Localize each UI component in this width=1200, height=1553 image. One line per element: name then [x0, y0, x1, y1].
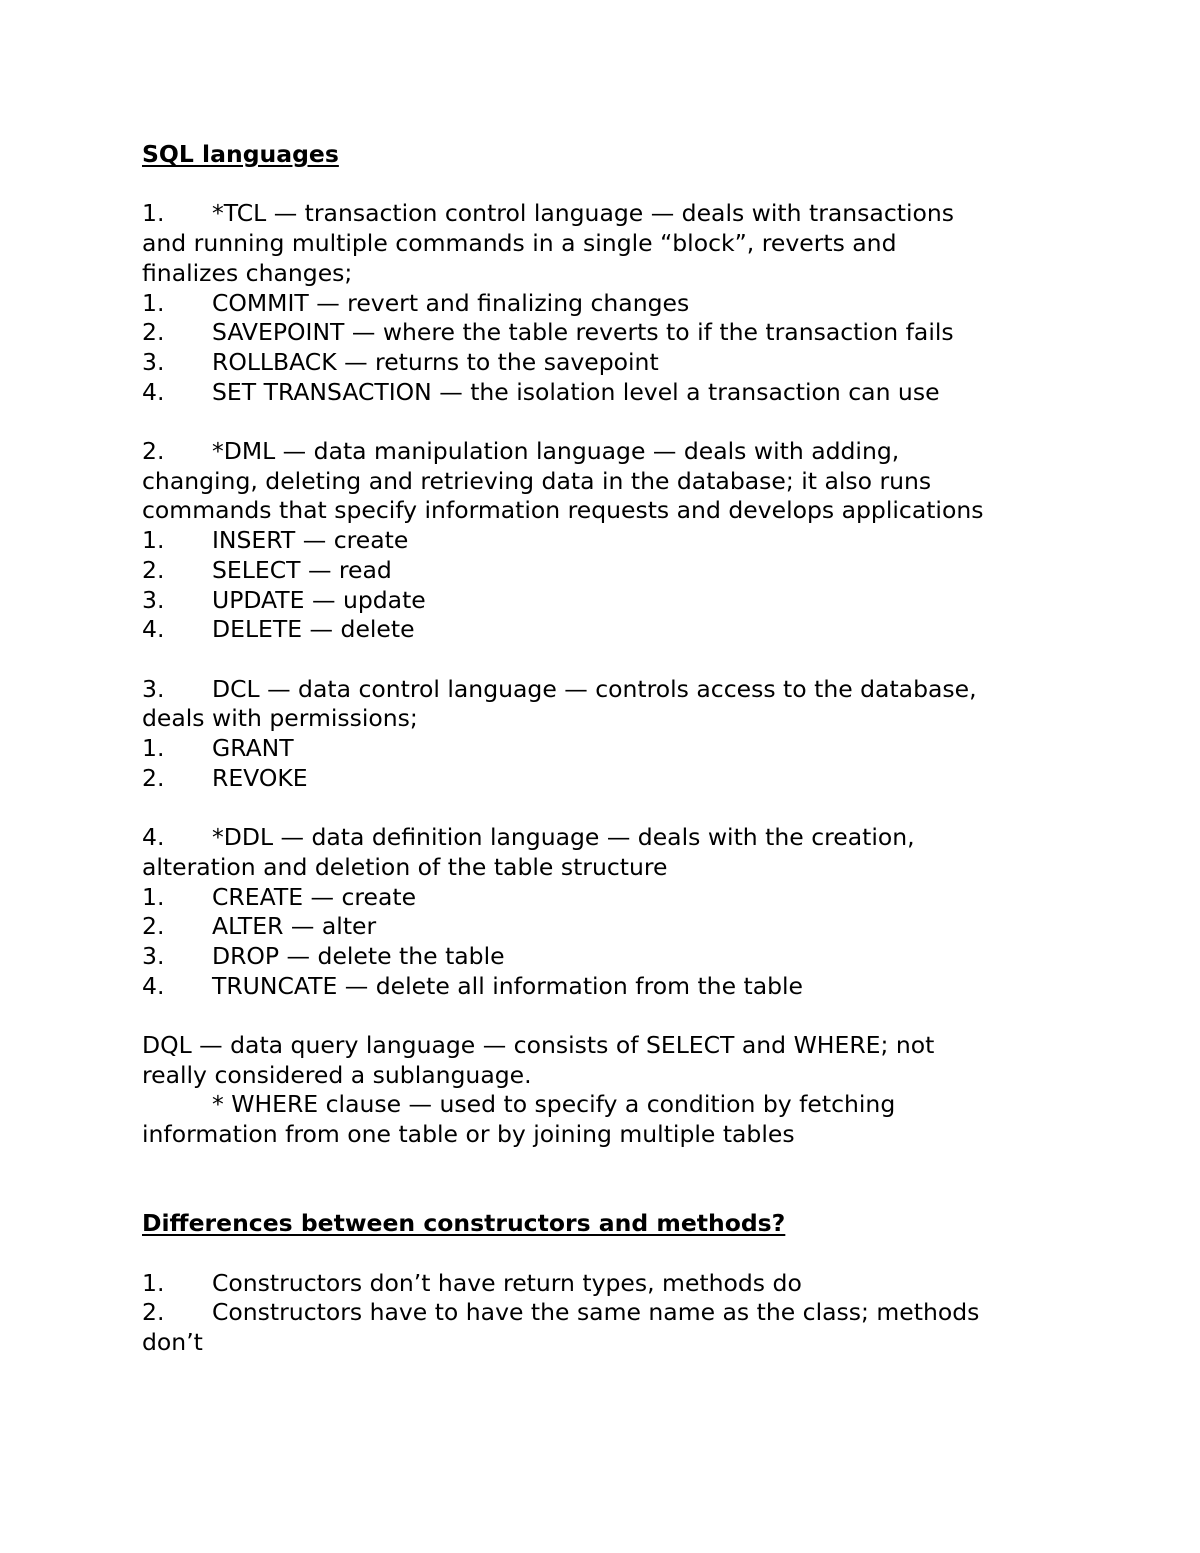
dql-line3: * WHERE clause — used to specify a condition by fetching	[212, 1090, 896, 1119]
list-item: 1. Constructors don’t have return types, methods do	[142, 1268, 802, 1297]
list-item: 4. SET TRANSACTION — the isolation level a transaction can use	[142, 377, 940, 406]
list-item: 1. GRANT	[142, 734, 294, 763]
dql-block	[142, 1031, 1082, 1150]
ddl-heading-line1: 4. *DDL — data definition language — deals with the creation,	[142, 823, 915, 852]
list-item: 4. TRUNCATE — delete all information from the table	[142, 971, 804, 1000]
tcl-heading-line3: finalizes changes;	[142, 258, 353, 287]
dml-block	[142, 437, 1082, 645]
tcl-heading-line2: and running multiple commands in a single “block”, reverts and	[142, 229, 897, 258]
dml-heading-line2: changing, deleting and retrieving data in the database; it also runs	[142, 466, 932, 495]
list-item: 4. DELETE — delete	[142, 615, 415, 644]
list-item: 1. INSERT — create	[142, 526, 409, 555]
list-item: 2. SELECT — read	[142, 555, 392, 584]
dql-line1: DQL — data query language — consists of SELECT and WHERE; not	[142, 1031, 935, 1060]
list-item: 2. SAVEPOINT — where the table reverts to if the transaction fails	[142, 318, 954, 347]
list-item: 1. CREATE — create	[142, 882, 417, 911]
dcl-heading-line2: deals with permissions;	[142, 704, 418, 733]
dql-line4: information from one table or by joining multiple tables	[142, 1120, 795, 1149]
section-title-constructors: Differences between constructors and methods?	[142, 1209, 786, 1238]
ddl-block	[142, 823, 1082, 1001]
dql-line2: really considered a sublanguage.	[142, 1060, 532, 1089]
section-title-sql-languages: SQL languages	[142, 140, 339, 168]
list-item-continuation: don’t	[142, 1328, 203, 1357]
constructors-list	[142, 1269, 1082, 1358]
dml-heading-line1: 2. *DML — data manipulation language — deals with adding,	[142, 437, 900, 465]
list-item: 2. Constructors have to have the same name as the class; methods	[142, 1298, 980, 1327]
list-item: 2. REVOKE	[142, 763, 308, 792]
tcl-heading-line1: 1. *TCL — transaction control language — deals with transactions	[142, 199, 955, 228]
ddl-heading-line2: alteration and deletion of the table structure	[142, 852, 668, 881]
dml-heading-line3: commands that specify information requests and develops applications	[142, 496, 984, 525]
document-page	[142, 140, 1082, 1358]
dcl-heading-line1: 3. DCL — data control language — controls access to the database,	[142, 674, 977, 703]
tcl-block	[142, 199, 1082, 407]
list-item: 3. ROLLBACK — returns to the savepoint	[142, 347, 659, 376]
list-item: 2. ALTER — alter	[142, 912, 377, 941]
list-item: 3. DROP — delete the table	[142, 941, 505, 970]
list-item: 1. COMMIT — revert and finalizing changes	[142, 288, 690, 317]
list-item: 3. UPDATE — update	[142, 585, 426, 614]
dcl-block	[142, 675, 1082, 794]
